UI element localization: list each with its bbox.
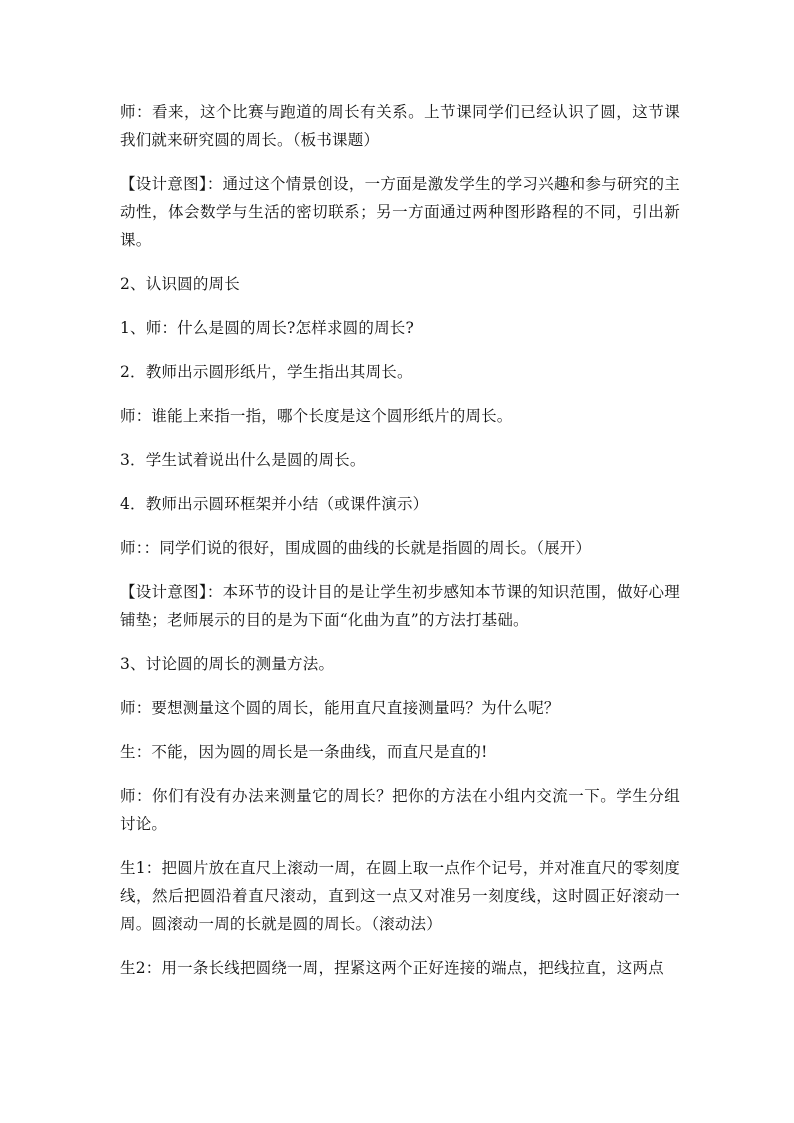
paragraph-student-answer: 生：不能，因为圆的周长是一条曲线，而直尺是直的!: [120, 743, 488, 761]
paragraph-step-3: 3．学生试着说出什么是圆的周长。: [120, 451, 366, 469]
section-heading-measurement-methods: 3、讨论圆的周长的测量方法。: [120, 655, 335, 673]
paragraph-design-intent-1: 【设计意图】：通过这个情景创设，一方面是激发学生的学习兴趣和参与研究的主动性，体会数学与生活的密切联系；另一方面通过两种图形路程的不同，引出新课。: [120, 175, 680, 249]
paragraph-design-intent-2: 【设计意图】：本环节的设计目的是让学生初步感知本节课的知识范围，做好心理铺垫；老师展示的目的是为下面“化曲为直”的方法打基础。: [120, 583, 680, 629]
paragraph-student-2-string: 生2：用一条长线把圆绕一周，捏紧这两个正好连接的端点，把线拉直，这两点: [120, 959, 664, 977]
paragraph-teacher-ruler-question: 师：要想测量这个圆的周长，能用直尺直接测量吗？为什么呢？: [120, 699, 560, 717]
paragraph-student-1-rolling: 生1：把圆片放在直尺上滚动一周，在圆上取一点作个记号，并对准直尺的零刻度线，然后把圆沿着直尺滚动，直到这一点又对准另一刻度线，这时圆正好滚动一周。圆滚动一周的长就是圆的周长。（滚动法）: [120, 859, 680, 933]
paragraph-step-4: 4．教师出示圆环框架并小结（或课件演示）: [120, 495, 429, 513]
paragraph-step-2: 2．教师出示圆形纸片，学生指出其周长。: [120, 363, 413, 381]
paragraph-teacher-intro: 师：看来，这个比赛与跑道的周长有关系。上节课同学们已经认识了圆，这节课我们就来研究圆的周长。（板书课题）: [120, 103, 680, 149]
paragraph-teacher-discussion: 师：你们有没有办法来测量它的周长？把你的方法在小组内交流一下。学生分组讨论。: [120, 787, 680, 833]
paragraph-step-1: 1、师：什么是圆的周长?怎样求圆的周长?: [120, 319, 414, 337]
paragraph-teacher-question: 师：谁能上来指一指，哪个长度是这个圆形纸片的周长。: [120, 407, 513, 425]
document-body: [120, 98, 680, 998]
paragraph-teacher-summary: 师：：同学们说的很好，围成圆的曲线的长就是指圆的周长。（展开）: [120, 539, 592, 557]
section-heading-recognize-circumference: 2、认识圆的周长: [120, 275, 240, 293]
